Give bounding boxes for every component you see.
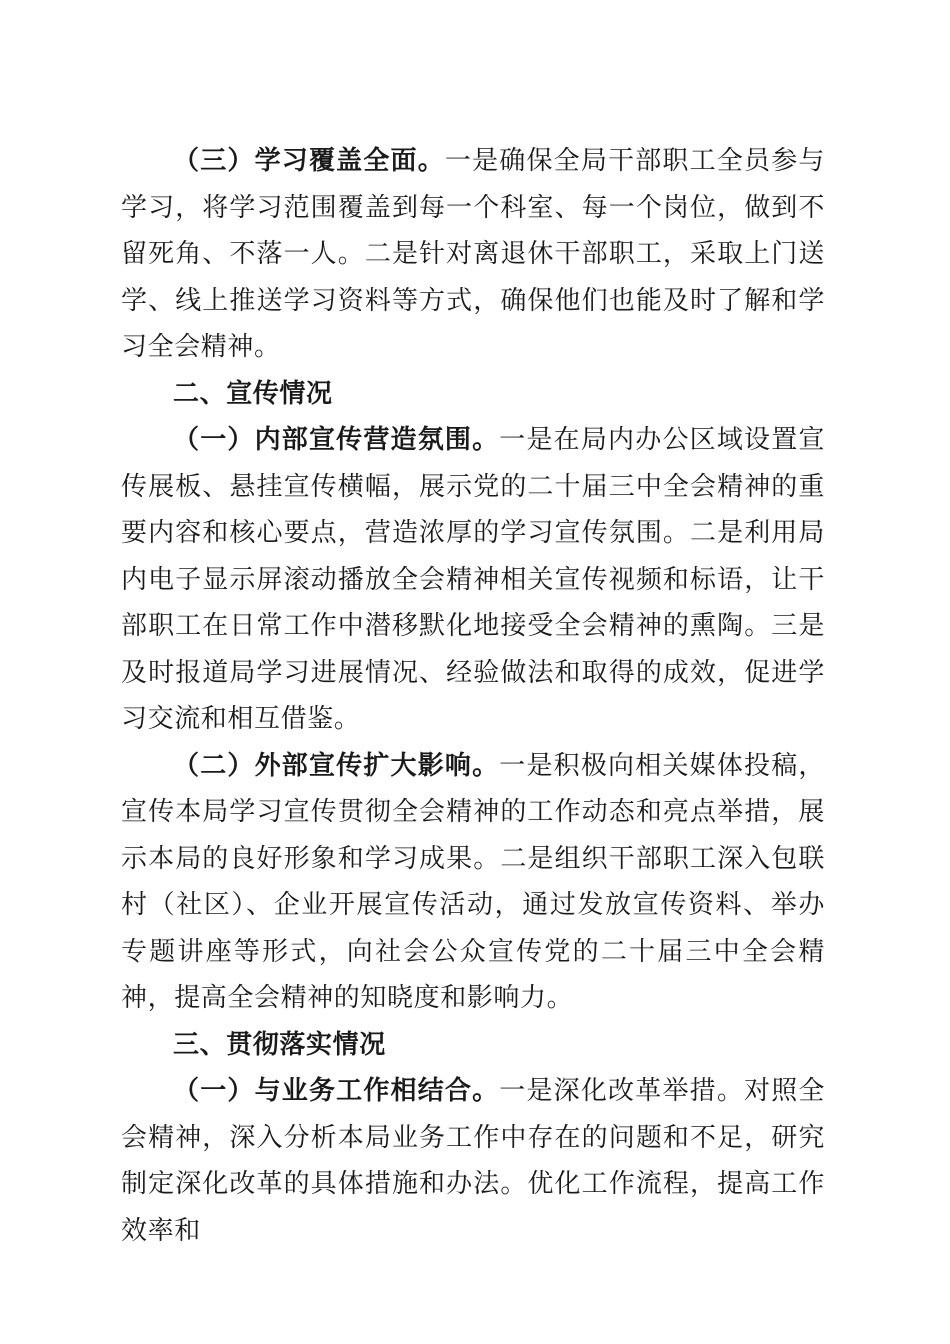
paragraph-lead: （一）与业务工作相结合。 [173,1076,500,1106]
paragraph-external-publicity [121,743,825,1022]
paragraph-text: 一是在局内办公区域设置宣传展板、悬挂宣传横幅，展示党的二十届三中全会精神的重要内容和核心要点，营造浓厚的学习宣传氛围。二是利用局内电子显示屏滚动播放全会精神相关宣传视频和标语，让干部职工在日常工作中潜移默化地接受全会精神的熏陶。三是及时报道局学习进展情况、经验做法和取得的成效，促进学习交流和相互借鉴。 [121,425,825,734]
document-body [121,138,825,1254]
paragraph-lead: （二）外部宣传扩大影响。 [173,750,500,781]
paragraph-text: 一是确保全局干部职工全员参与学习，将学习范围覆盖到每一个科室、每一个岗位，做到不留死角、不落一人。二是针对离退休干部职工，采取上门送学、线上推送学习资料等方式，确保他们也能及时了解和学习全会精神。 [121,146,825,362]
section-heading-publicity: 二、宣传情况 [173,378,333,409]
paragraph-business-integration [121,1068,825,1254]
paragraph-internal-publicity [121,417,825,743]
section-heading-implementation: 三、贯彻落实情况 [173,1029,386,1060]
paragraph-lead: （一）内部宣传营造氛围。 [173,425,500,455]
paragraph-learning-coverage [121,138,825,371]
paragraph-text: 一是深化改革举措。对照全会精神，深入分析本局业务工作中存在的问题和不足，研究制定深化改革的具体措施和办法。优化工作流程，提高工作效率和 [121,1076,825,1246]
paragraph-text: 一是积极向相关媒体投稿，宣传本局学习宣传贯彻全会精神的工作动态和亮点举措，展示本局的良好形象和学习成果。二是组织干部职工深入包联村（社区）、企业开展宣传活动，通过发放宣传资料、举办专题讲座等形式，向社会公众宣传党的二十届三中全会精神，提高全会精神的知晓度和影响力。 [121,750,825,1013]
paragraph-lead: （三）学习覆盖全面。 [173,146,445,176]
